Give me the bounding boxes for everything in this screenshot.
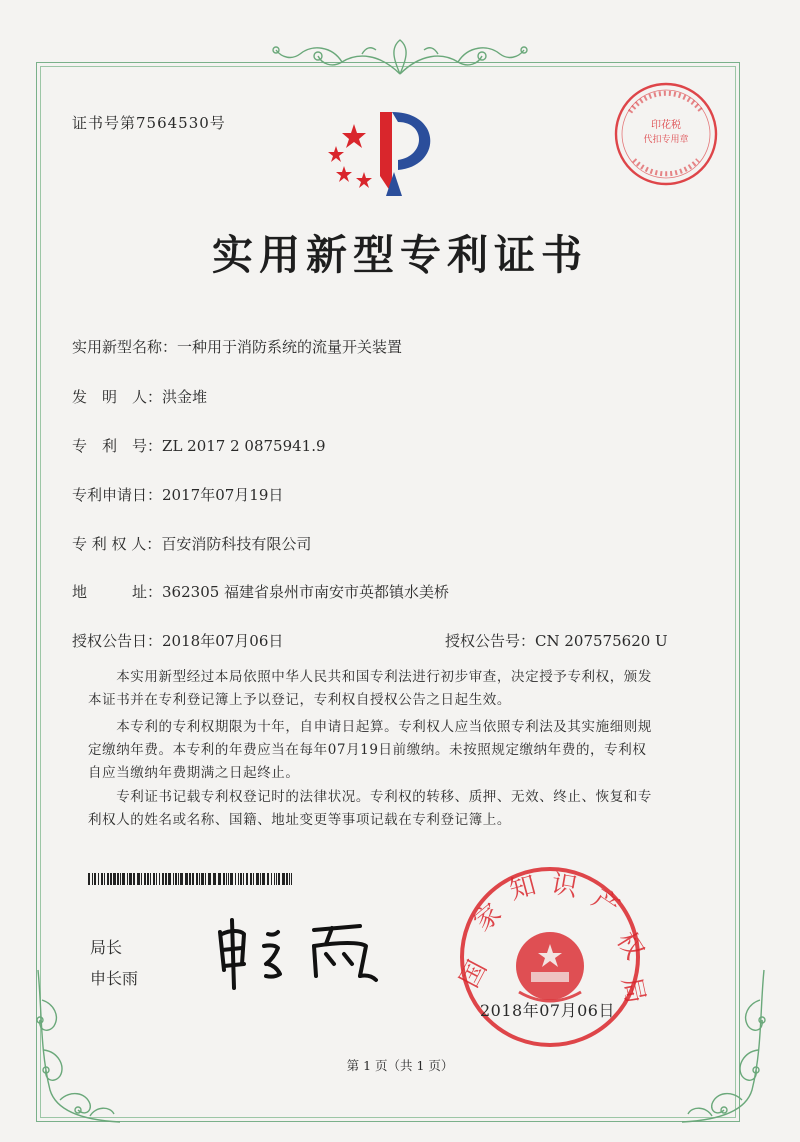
- svg-text:产: 产: [586, 883, 625, 924]
- field-value: 2018年07月06日: [162, 632, 284, 650]
- svg-text:识: 识: [548, 869, 580, 904]
- top-ornament: [262, 34, 538, 80]
- field-label: 专 利 权 人：: [72, 535, 162, 553]
- paragraph-line: 本实用新型经过本局依照中华人民共和国专利法进行初步审查，决定授予专利权，颁发: [88, 669, 652, 685]
- paragraph-2: [88, 716, 700, 785]
- barcode: [88, 873, 294, 885]
- tax-seal-stamp: [610, 78, 722, 190]
- certificate-title: 实用新型专利证书: [212, 231, 588, 279]
- field-label: 授权公告号：: [445, 632, 536, 650]
- seal-date: 2018年07月06日: [480, 1001, 615, 1020]
- director-title: 局长: [90, 938, 123, 957]
- field-label: 发 明 人：: [72, 388, 163, 406]
- paragraph-line: 本专利的专利权期限为十年，自申请日起算。专利权人应当依照专利法及其实施细则规: [88, 719, 652, 735]
- svg-text:国: 国: [454, 955, 494, 993]
- page-footer: 第 1 页（共 1 页）: [346, 1058, 454, 1073]
- svg-text:权: 权: [610, 926, 650, 965]
- svg-text:印花税: 印花税: [651, 120, 681, 131]
- field-value: ZL 2017 2 0875941.9: [162, 437, 326, 455]
- paragraph-line: 定缴纳年费。本专利的年费应当在每年07月19日前缴纳。未按照规定缴纳年费的，专利权: [88, 742, 647, 758]
- paragraph-line: 自应当缴纳年费期满之日起终止。: [88, 765, 300, 781]
- field-value: 百安消防科技有限公司: [161, 535, 312, 553]
- field-grant-date: [72, 630, 283, 651]
- field-patent-number: [72, 435, 326, 456]
- field-grant-number: [445, 630, 668, 651]
- certificate-number: 证书号第7564530号: [72, 114, 226, 132]
- field-address: [72, 581, 449, 602]
- paragraph-line: 本证书并在专利登记簿上予以登记，专利权自授权公告之日起生效。: [88, 692, 511, 708]
- field-value: CN 207575620 U: [535, 632, 668, 650]
- svg-text:局: 局: [615, 974, 651, 1007]
- field-utility-name: [72, 336, 402, 357]
- field-value: 2017年07月19日: [162, 486, 284, 504]
- paragraph-3: [88, 786, 700, 832]
- field-patentee: [72, 533, 311, 554]
- cnipa-logo: [322, 104, 452, 200]
- bottom-right-ornament: [672, 960, 782, 1130]
- svg-text:代扣专用章: 代扣专用章: [643, 135, 689, 145]
- director-signature: [210, 912, 400, 992]
- field-filing-date: [72, 484, 283, 505]
- field-value: 362305 福建省泉州市南安市英都镇水美桥: [162, 583, 450, 601]
- field-label: 实用新型名称：: [72, 338, 178, 356]
- field-value: 一种用于消防系统的流量开关装置: [177, 338, 403, 356]
- svg-text:知: 知: [506, 870, 540, 907]
- svg-text:家: 家: [468, 898, 508, 938]
- paragraph-1: [88, 666, 700, 712]
- field-label: 地 址：: [72, 583, 163, 601]
- field-inventor: [72, 386, 207, 407]
- cnipa-seal-stamp: [454, 862, 651, 1052]
- director-name: 申长雨: [90, 969, 139, 988]
- field-label: 专利申请日：: [72, 486, 163, 504]
- field-label: 专 利 号：: [72, 437, 163, 455]
- field-value: 洪金堆: [162, 388, 208, 406]
- paragraph-line: 专利证书记载专利权登记时的法律状况。专利权的转移、质押、无效、终止、恢复和专: [88, 789, 652, 805]
- paragraph-line: 利权人的姓名或名称、国籍、地址变更等事项记载在专利登记簿上。: [88, 812, 511, 828]
- field-label: 授权公告日：: [72, 632, 163, 650]
